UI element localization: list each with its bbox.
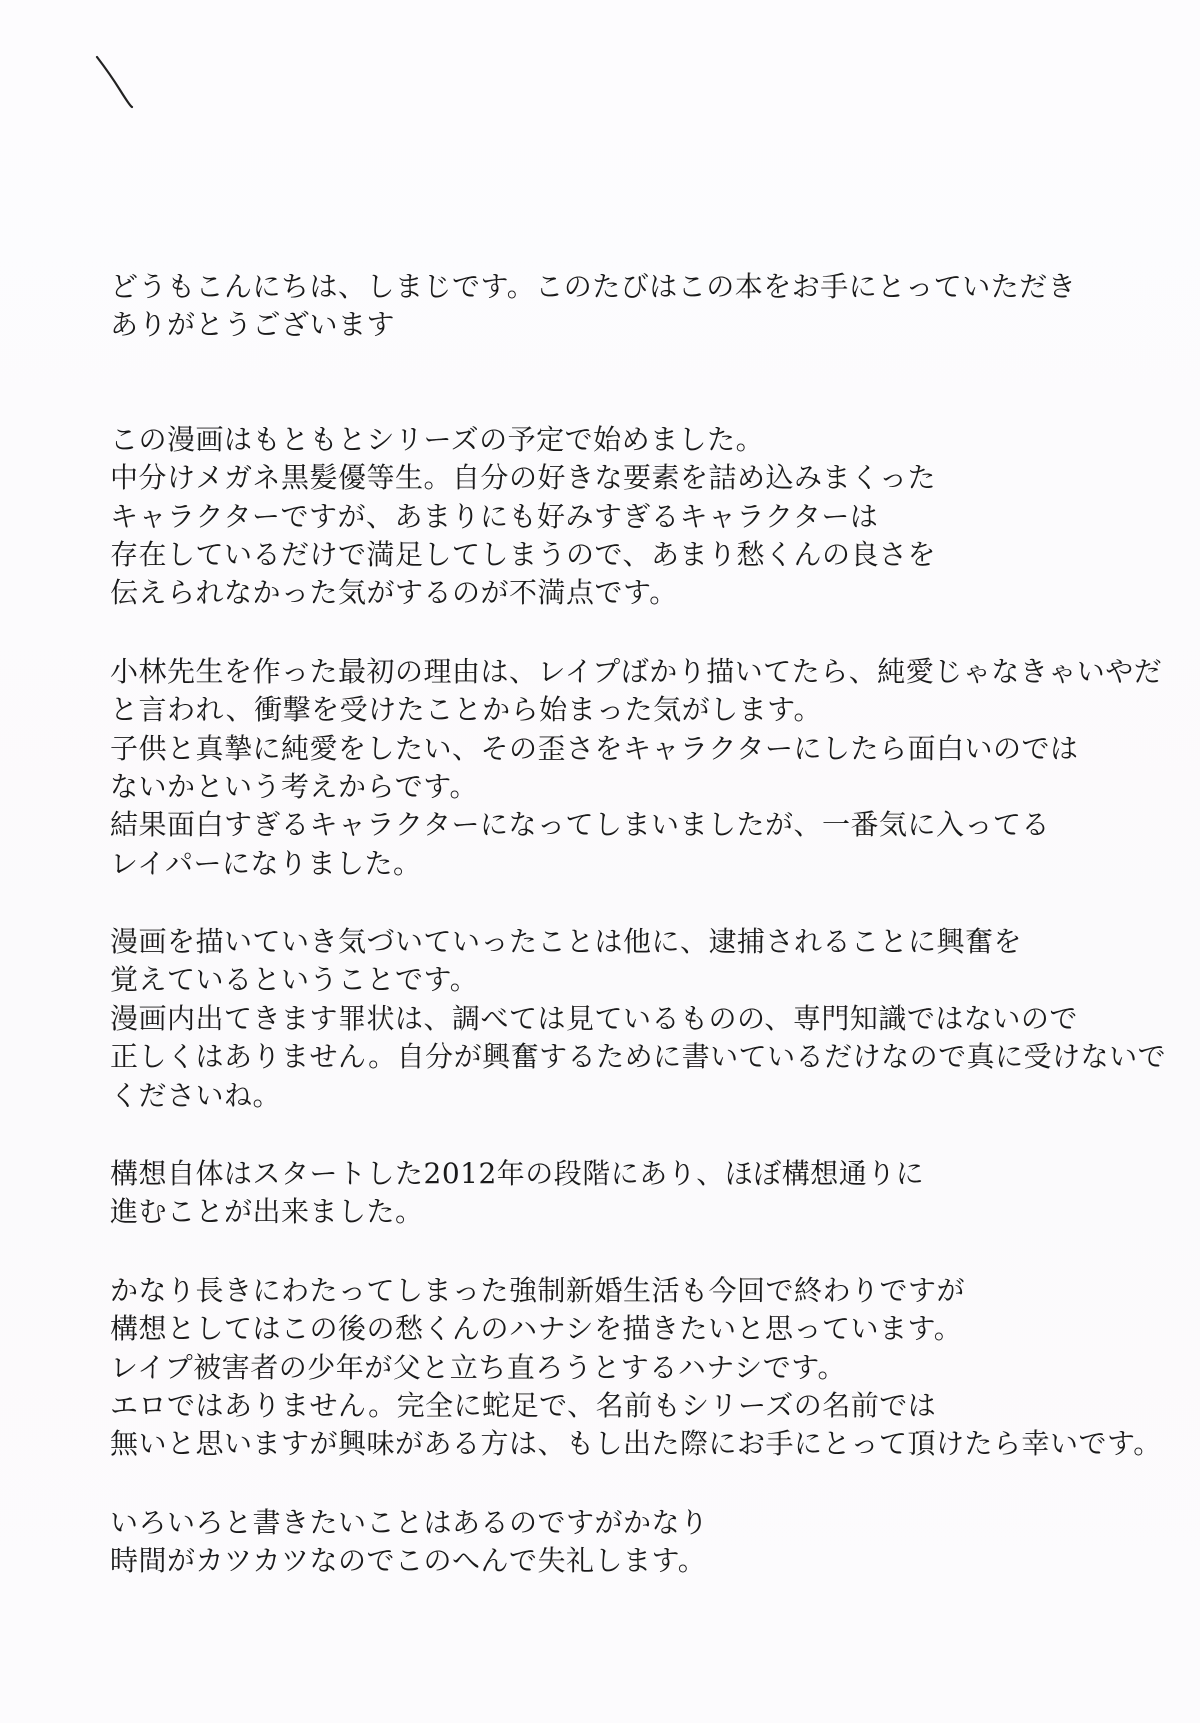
paragraph-concept bbox=[110, 1155, 1170, 1232]
text-line: ないかという考えからです。 bbox=[110, 769, 478, 803]
text-line: 構想としてはこの後の愁くんのハナシを描きたいと思っています。 bbox=[110, 1312, 963, 1346]
pen-stroke-mark bbox=[92, 52, 142, 112]
text-line: 小林先生を作った最初の理由は、レイプばかり描いてたら、純愛じゃなきゃいやだ bbox=[110, 654, 1163, 688]
text-line: この漫画はもともとシリーズの予定で始めました。 bbox=[110, 422, 765, 456]
paragraph-arrest bbox=[110, 923, 1170, 1115]
text-line: 漫画内出てきます罪状は、調べては見ているものの、専門知識ではないので bbox=[110, 1001, 1078, 1035]
text-line: と言われ、衝撃を受けたことから始まった気がします。 bbox=[110, 693, 822, 727]
text-line: 正しくはありません。自分が興奮するために書いているだけなので真に受けないで bbox=[110, 1040, 1167, 1074]
text-line: エロではありません。完全に蛇足で、名前もシリーズの名前では bbox=[110, 1388, 937, 1422]
paragraph-closing bbox=[110, 1504, 1170, 1581]
text-line: いろいろと書きたいことはあるのですがかなり bbox=[110, 1505, 709, 1539]
paragraph-kobayashi bbox=[110, 653, 1170, 883]
text-line: 構想自体はスタートした2012年の段階にあり、ほぼ構想通りに bbox=[110, 1157, 925, 1191]
text-line: どうもこんにちは、しまじです。このたびはこの本をお手にとっていただき bbox=[110, 270, 1077, 303]
text-line: レイプ被害者の少年が父と立ち直ろうとするハナシです。 bbox=[110, 1350, 846, 1384]
text-line: 存在しているだけで満足してしまうので、あまり愁くんの良さを bbox=[110, 537, 936, 571]
text-line: 結果面白すぎるキャラクターになってしまいましたが、一番気に入ってる bbox=[110, 808, 1050, 842]
text-line: くださいね。 bbox=[110, 1078, 282, 1112]
text-line: 覚えているということです。 bbox=[110, 963, 479, 997]
text-line: 伝えられなかった気がするのが不満点です。 bbox=[110, 576, 678, 610]
paragraph-series-origin bbox=[110, 421, 1170, 613]
paragraph-greeting bbox=[110, 268, 1170, 345]
text-line: かなり長きにわたってしまった強制新婚生活も今回で終わりですが bbox=[110, 1273, 966, 1307]
text-line: 無いと思いますが興味がある方は、もし出た際にお手にとって頂けたら幸いです。 bbox=[110, 1427, 1162, 1461]
text-line: 子供と真摯に純愛をしたい、その歪さをキャラクターにしたら面白いのでは bbox=[110, 731, 1079, 765]
text-line: ありがとうございます bbox=[110, 308, 396, 342]
text-line: 進むことが出来ました。 bbox=[110, 1195, 424, 1229]
text-line: レイパーになりました。 bbox=[110, 846, 422, 880]
paragraph-future-plans bbox=[110, 1272, 1170, 1464]
text-line: 中分けメガネ黒髪優等生。自分の好きな要素を詰め込みまくった bbox=[110, 461, 936, 495]
text-line: キャラクターですが、あまりにも好みすぎるキャラクターは bbox=[110, 499, 879, 533]
text-line: 漫画を描いていき気づいていったことは他に、逮捕されることに興奮を bbox=[110, 925, 1023, 959]
afterword-text bbox=[110, 268, 1170, 1581]
text-line: 時間がカツカツなのでこのへんで失礼します。 bbox=[110, 1544, 707, 1578]
